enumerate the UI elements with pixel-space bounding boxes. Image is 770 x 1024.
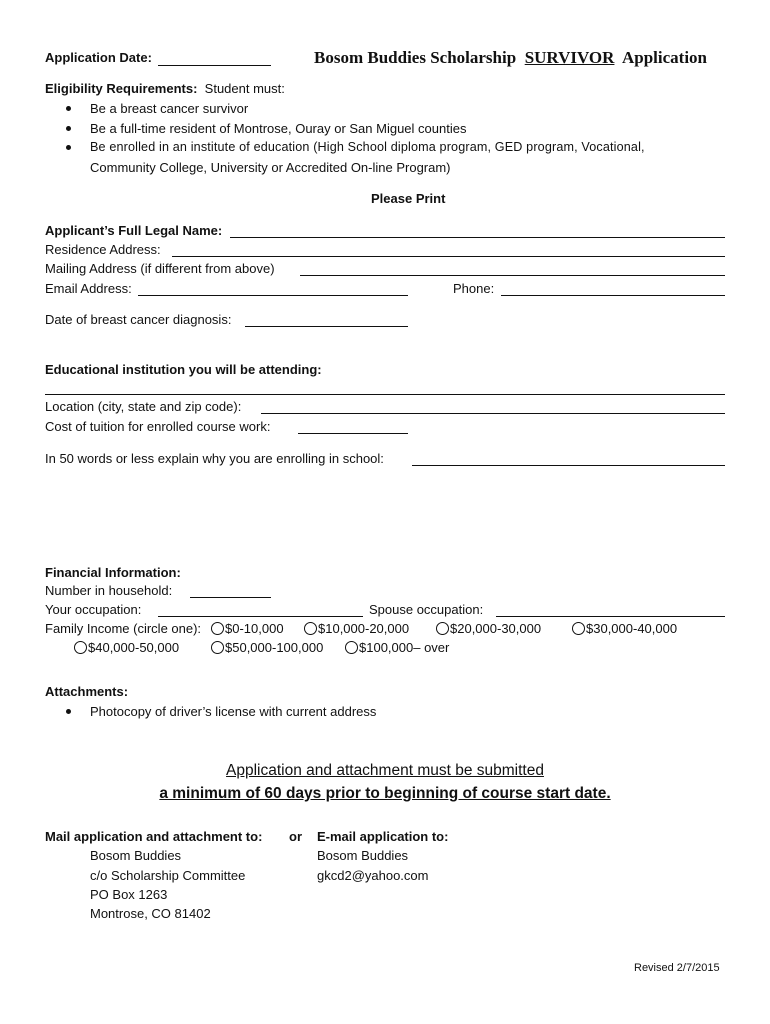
diagnosis-label: Date of breast cancer diagnosis: <box>45 312 232 327</box>
radio-circle-icon <box>572 622 585 635</box>
residence-label: Residence Address: <box>45 242 161 257</box>
household-field[interactable] <box>190 597 271 598</box>
radio-circle-icon <box>74 641 87 654</box>
notice-line-1: Application and attachment must be submitted <box>226 762 544 779</box>
occupation-field[interactable] <box>158 616 363 617</box>
bullet-icon <box>66 709 71 714</box>
bullet-icon <box>66 106 71 111</box>
full-name-field[interactable] <box>230 237 725 238</box>
location-label: Location (city, state and zip code): <box>45 399 242 414</box>
radio-circle-icon <box>211 641 224 654</box>
income-label: Family Income (circle one): <box>45 621 202 636</box>
income-option[interactable]: $30,000-40,000 <box>572 621 677 637</box>
please-print: Please Print <box>371 191 446 206</box>
diagnosis-field[interactable] <box>245 326 408 327</box>
page-title <box>314 47 707 68</box>
eligibility-item: Be a breast cancer survivor <box>90 101 249 116</box>
phone-field[interactable] <box>501 295 725 296</box>
explain-field[interactable] <box>412 465 725 466</box>
or-text: or <box>289 829 302 844</box>
email-label: Email Address: <box>45 281 132 296</box>
mail-address-line: Bosom Buddies <box>90 848 182 863</box>
radio-circle-icon <box>436 622 449 635</box>
location-field[interactable] <box>261 413 725 414</box>
radio-circle-icon <box>304 622 317 635</box>
full-name-label: Applicant’s Full Legal Name: <box>45 223 223 238</box>
radio-circle-icon <box>345 641 358 654</box>
eligibility-intro: Student must: <box>204 81 285 96</box>
income-option[interactable]: $50,000-100,000 <box>211 640 323 656</box>
application-date-field[interactable] <box>158 65 271 66</box>
attachment-item: Photocopy of driver’s license with current address <box>90 704 377 719</box>
radio-circle-icon <box>211 622 224 635</box>
mailing-field[interactable] <box>300 275 725 276</box>
income-option[interactable]: $40,000-50,000 <box>74 640 179 656</box>
explain-label: In 50 words or less explain why you are enrolling in school: <box>45 451 384 466</box>
title-part2: Application <box>622 48 708 67</box>
bullet-icon <box>66 126 71 131</box>
email-heading: E-mail application to: <box>317 829 449 844</box>
occupation-label: Your occupation: <box>45 602 142 617</box>
email-field[interactable] <box>138 295 408 296</box>
income-option[interactable]: $10,000-20,000 <box>304 621 409 637</box>
eligibility-item: Be a full-time resident of Montrose, Ouray or San Miguel counties <box>90 121 467 136</box>
mail-address-line: Montrose, CO 81402 <box>90 906 211 921</box>
eligibility-heading: Eligibility Requirements: <box>45 81 198 96</box>
title-survivor: SURVIVOR <box>524 48 615 67</box>
income-option[interactable]: $20,000-30,000 <box>436 621 541 637</box>
cost-field[interactable] <box>298 433 408 434</box>
spouse-occupation-field[interactable] <box>496 616 725 617</box>
income-option[interactable]: $0-10,000 <box>211 621 284 637</box>
income-option[interactable]: $100,000– over <box>345 640 449 656</box>
bullet-icon <box>66 145 71 150</box>
education-heading: Educational institution you will be attending: <box>45 362 322 377</box>
application-date-label: Application Date: <box>45 50 152 65</box>
title-part1: Bosom Buddies Scholarship <box>314 48 517 67</box>
attachments-heading: Attachments: <box>45 684 129 699</box>
institution-field[interactable] <box>45 394 725 395</box>
eligibility-item-continued: Community College, University or Accredited On-line Program) <box>90 160 451 175</box>
cost-label: Cost of tuition for enrolled course work: <box>45 419 271 434</box>
residence-field[interactable] <box>172 256 725 257</box>
mail-heading: Mail application and attachment to: <box>45 829 263 844</box>
household-label: Number in household: <box>45 583 173 598</box>
mailing-label: Mailing Address (if different from above) <box>45 261 275 276</box>
eligibility-heading-row <box>45 81 285 97</box>
financial-heading: Financial Information: <box>45 565 181 580</box>
email-address[interactable]: gkcd2@yahoo.com <box>317 868 429 883</box>
eligibility-item: Be enrolled in an institute of education (High School diploma program, GED program, Vocational, <box>90 140 645 154</box>
spouse-occupation-label: Spouse occupation: <box>369 602 484 617</box>
notice-line-2: a minimum of 60 days prior to beginning of course start date. <box>159 785 611 802</box>
revised-date: Revised 2/7/2015 <box>634 962 720 974</box>
mail-address-line: PO Box 1263 <box>90 887 168 902</box>
email-recipient: Bosom Buddies <box>317 848 409 863</box>
phone-label: Phone: <box>453 281 495 296</box>
mail-address-line: c/o Scholarship Committee <box>90 868 246 883</box>
